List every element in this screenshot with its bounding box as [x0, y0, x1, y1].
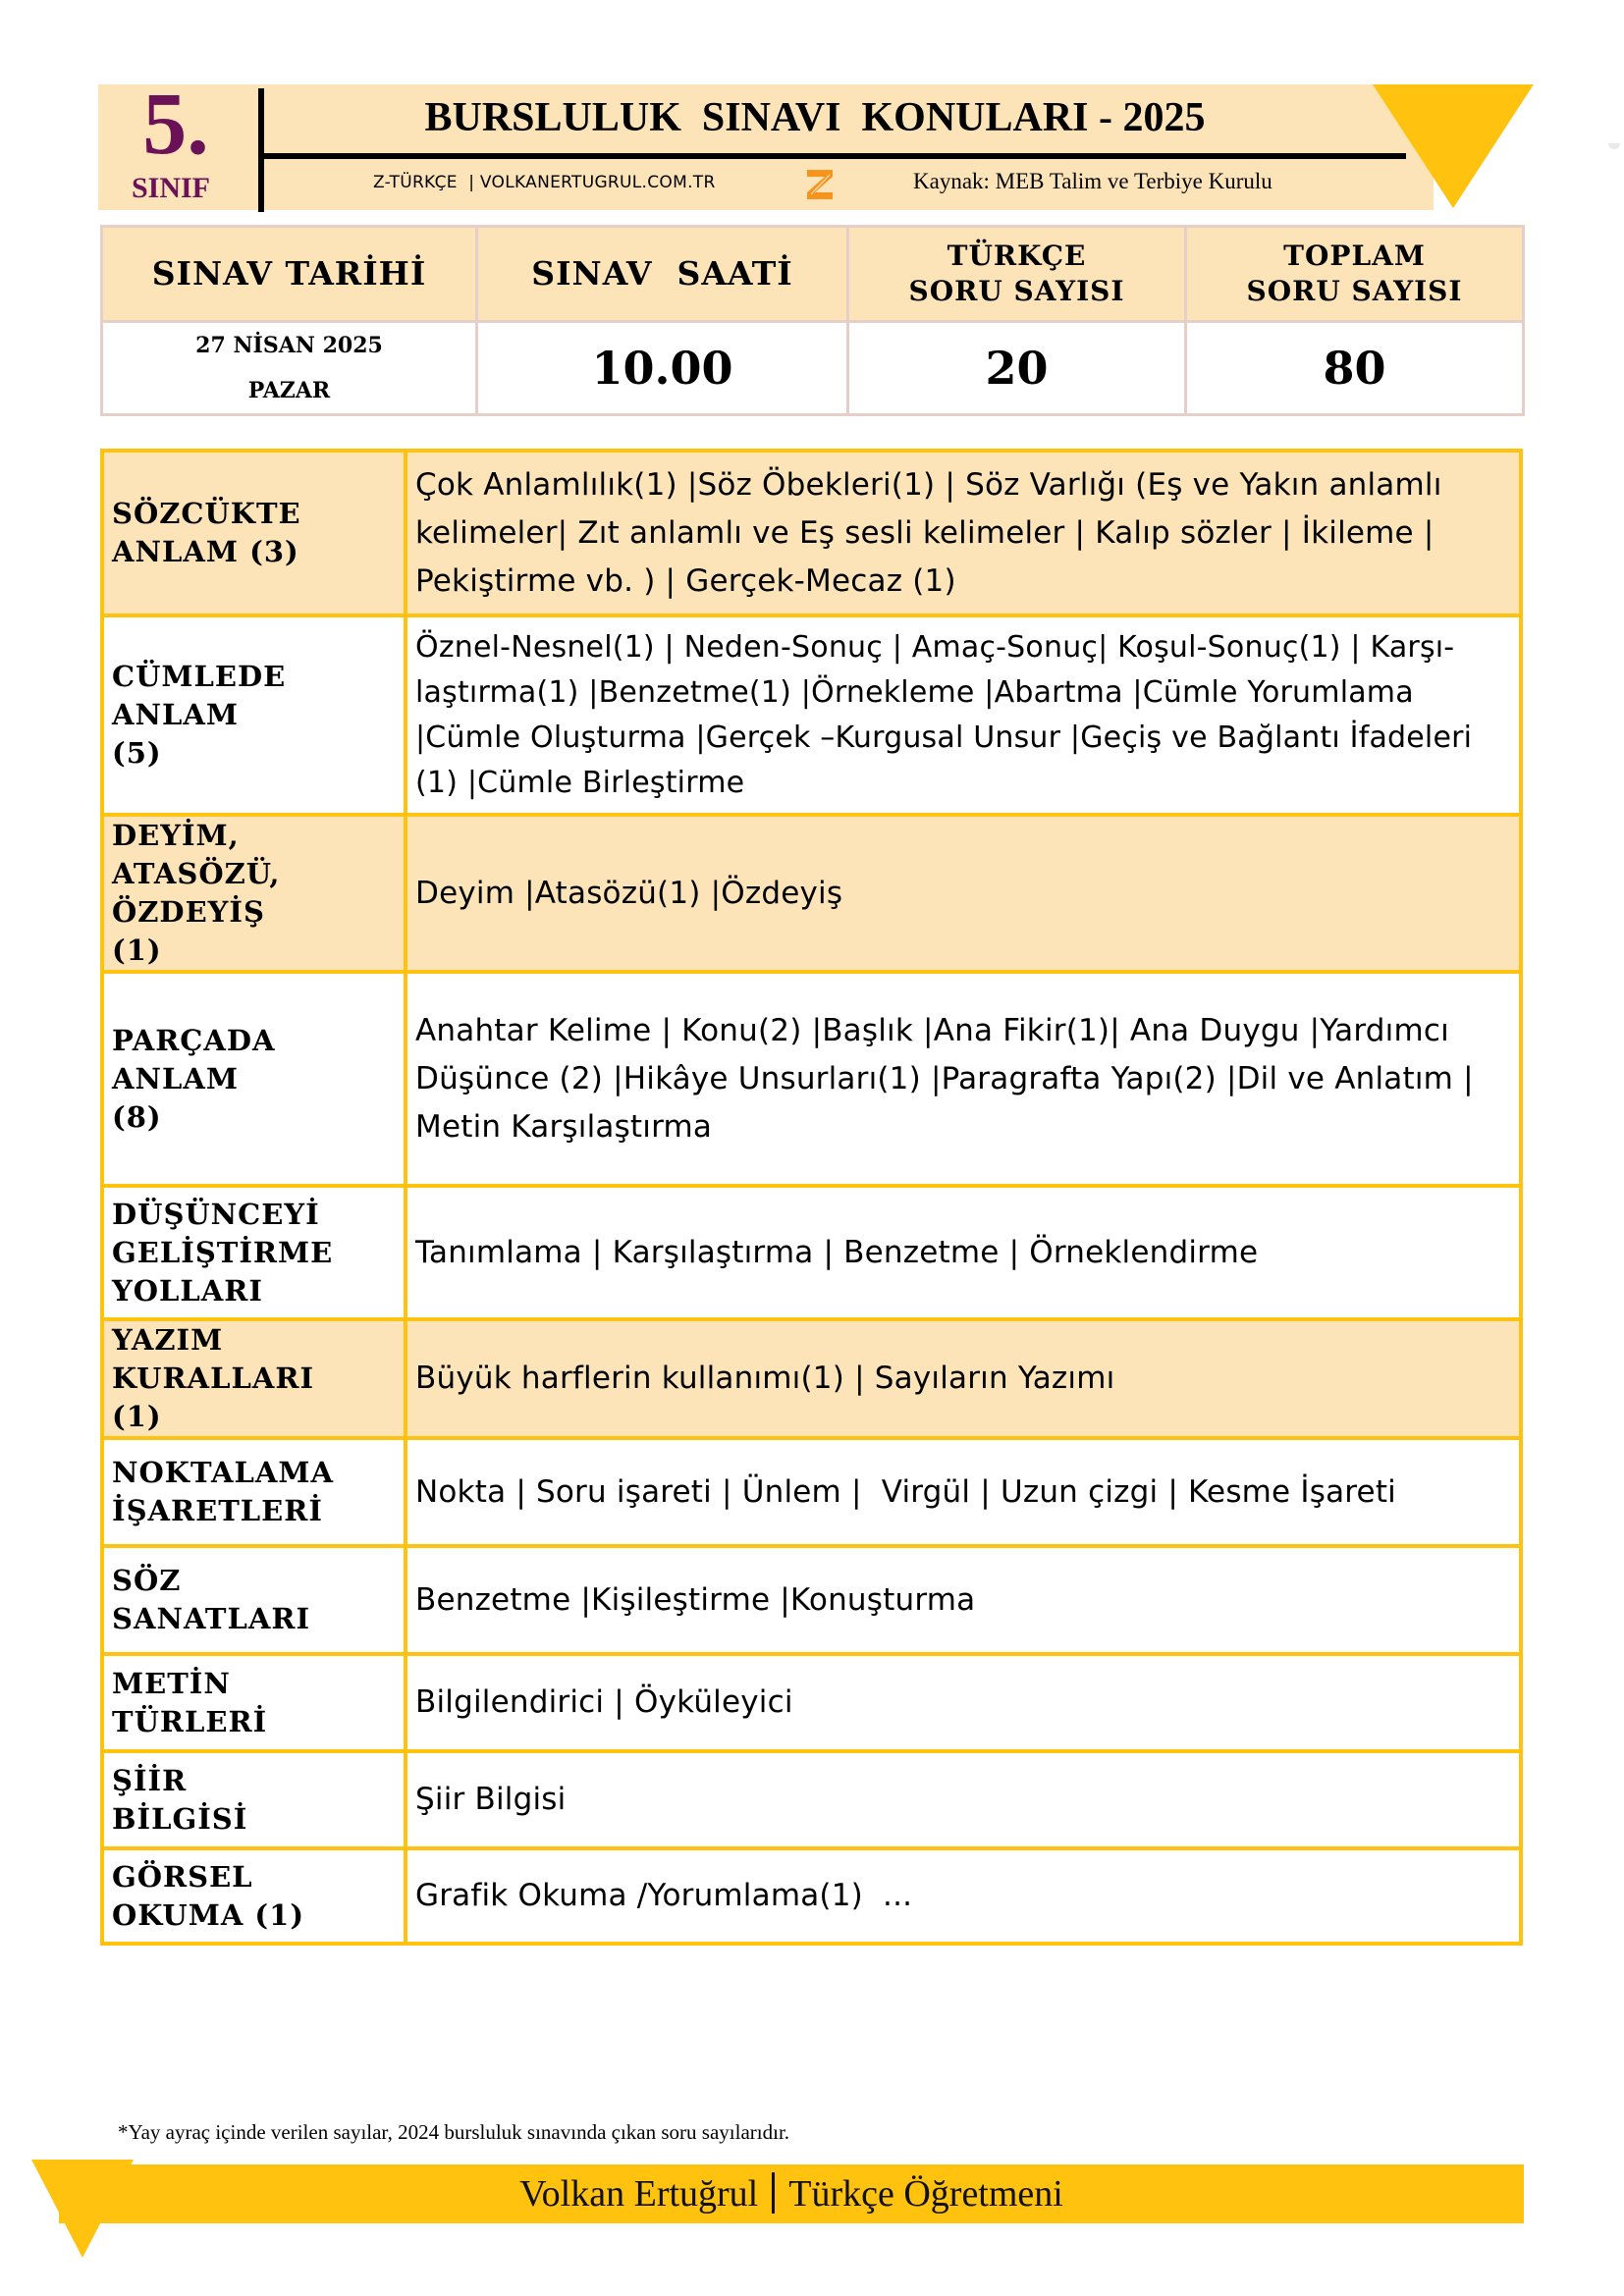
topic-row — [102, 1546, 1521, 1654]
topic-category: SÖZ SANATLARI — [102, 1546, 406, 1654]
topic-row — [102, 1438, 1521, 1546]
topic-category: CÜMLEDE ANLAM (5) — [102, 615, 406, 815]
author-role: Türkçe Öğretmeni — [788, 2173, 1063, 2215]
header-total-question-count — [1186, 227, 1524, 322]
topic-category: NOKTALAMA İŞARETLERİ — [102, 1438, 406, 1546]
footer-separator — [772, 2172, 775, 2214]
header-turkish-line-1: TÜRKÇE — [947, 240, 1087, 272]
topic-category: METİN TÜRLERİ — [102, 1654, 406, 1751]
topic-row — [102, 451, 1521, 615]
topic-items: Çok Anlamlılık(1) |Söz Öbekleri(1) | Söz Varlığı (Eş ve Yakın anlamlı kelimeler| Zıt anlamlı ve Eş sesli kelimeler | Kalıp sözler | İkileme | Pekiştirme vb. ) | Gerçek-Mecaz (1) — [406, 451, 1521, 615]
topic-category: YAZIM KURALLARI (1) — [102, 1319, 406, 1438]
header-horizontal-divider — [261, 153, 1406, 159]
edge-mark-decoration — [1608, 143, 1620, 149]
exam-date: 27 NİSAN 2025 — [195, 333, 383, 358]
topic-items: Deyim |Atasözü(1) |Özdeyiş — [406, 815, 1521, 972]
header-triangle-decoration — [1373, 84, 1534, 208]
exam-day: PAZAR — [247, 378, 331, 403]
exam-info-header-row — [102, 227, 1524, 322]
site-link[interactable]: Z-TÜRKÇE | VOLKANERTUGRUL.COM.TR — [373, 173, 716, 192]
header-turkish-line-2: SORU SAYISI — [908, 275, 1125, 307]
topic-items: Nokta | Soru işareti | Ünlem | Virgül | Uzun çizgi | Kesme İşareti — [406, 1438, 1521, 1546]
header-total-line-1: TOPLAM — [1283, 240, 1426, 272]
z-turkce-logo-icon — [805, 169, 835, 200]
header-total-line-2: SORU SAYISI — [1246, 275, 1463, 307]
topic-items: Tanımlama | Karşılaştırma | Benzetme | Örneklendirme — [406, 1186, 1521, 1319]
grade-label: SINIF — [131, 172, 211, 204]
topic-category: DEYİM, ATASÖZÜ, ÖZDEYİŞ (1) — [102, 815, 406, 972]
exam-info-value-row — [102, 322, 1524, 415]
topic-row — [102, 1319, 1521, 1438]
topic-row — [102, 972, 1521, 1186]
exam-date-cell — [102, 322, 477, 415]
author-name: Volkan Ertuğrul — [519, 2173, 759, 2215]
topic-items: Anahtar Kelime | Konu(2) |Başlık |Ana Fikir(1)| Ana Duygu |Yardımcı Düşünce (2) |Hikâye Unsurları(1) |Paragrafta Yapı(2) |Dil ve Anlatım | Metin Karşılaştırma — [406, 972, 1521, 1186]
header-vertical-divider — [258, 88, 264, 212]
turkish-question-count: 20 — [848, 322, 1186, 415]
topic-items: Grafik Okuma /Yorumlama(1) ... — [406, 1848, 1521, 1944]
exam-info-table — [100, 225, 1525, 416]
topic-items: Benzetme |Kişileştirme |Konuşturma — [406, 1546, 1521, 1654]
topic-category: PARÇADA ANLAM (8) — [102, 972, 406, 1186]
topic-items: Bilgilendirici | Öyküleyici — [406, 1654, 1521, 1751]
total-question-count: 80 — [1186, 322, 1524, 415]
footnote: *Yay ayraç içinde verilen sayılar, 2024 bursluluk sınavında çıkan soru sayılarıdır. — [118, 2120, 790, 2144]
topic-row — [102, 1848, 1521, 1944]
topic-items: Öznel-Nesnel(1) | Neden-Sonuç | Amaç-Sonuç| Koşul-Sonuç(1) | Karşı-laştırma(1) |Benzetme(1) |Örnekleme |Abartma |Cümle Yorumlama |Cümle Oluşturma |Gerçek –Kurgusal Unsur |Geçiş ve Bağlantı İfadeleri (1) |Cümle Birleştirme — [406, 615, 1521, 815]
exam-time: 10.00 — [477, 322, 848, 415]
topic-row — [102, 1751, 1521, 1848]
topic-category: SÖZCÜKTE ANLAM (3) — [102, 451, 406, 615]
footer-signature — [59, 2164, 1524, 2223]
topic-row — [102, 615, 1521, 815]
topic-category: GÖRSEL OKUMA (1) — [102, 1848, 406, 1944]
header-exam-time: SINAV SAATİ — [477, 227, 848, 322]
topic-category: ŞİİR BİLGİSİ — [102, 1751, 406, 1848]
page-title: BURSLULUK SINAVI KONULARI - 2025 — [424, 95, 1206, 140]
source-note: Kaynak: MEB Talim ve Terbiye Kurulu — [913, 169, 1272, 193]
topic-items: Büyük harflerin kullanımı(1) | Sayıların Yazımı — [406, 1319, 1521, 1438]
topics-table — [100, 449, 1523, 1946]
header-exam-date: SINAV TARİHİ — [102, 227, 477, 322]
topic-items: Şiir Bilgisi — [406, 1751, 1521, 1848]
header-turkish-question-count — [848, 227, 1186, 322]
grade-number: 5. — [142, 76, 209, 173]
topic-row — [102, 815, 1521, 972]
topic-row — [102, 1654, 1521, 1751]
topic-row — [102, 1186, 1521, 1319]
topic-category: DÜŞÜNCEYİ GELİŞTİRME YOLLARI — [102, 1186, 406, 1319]
